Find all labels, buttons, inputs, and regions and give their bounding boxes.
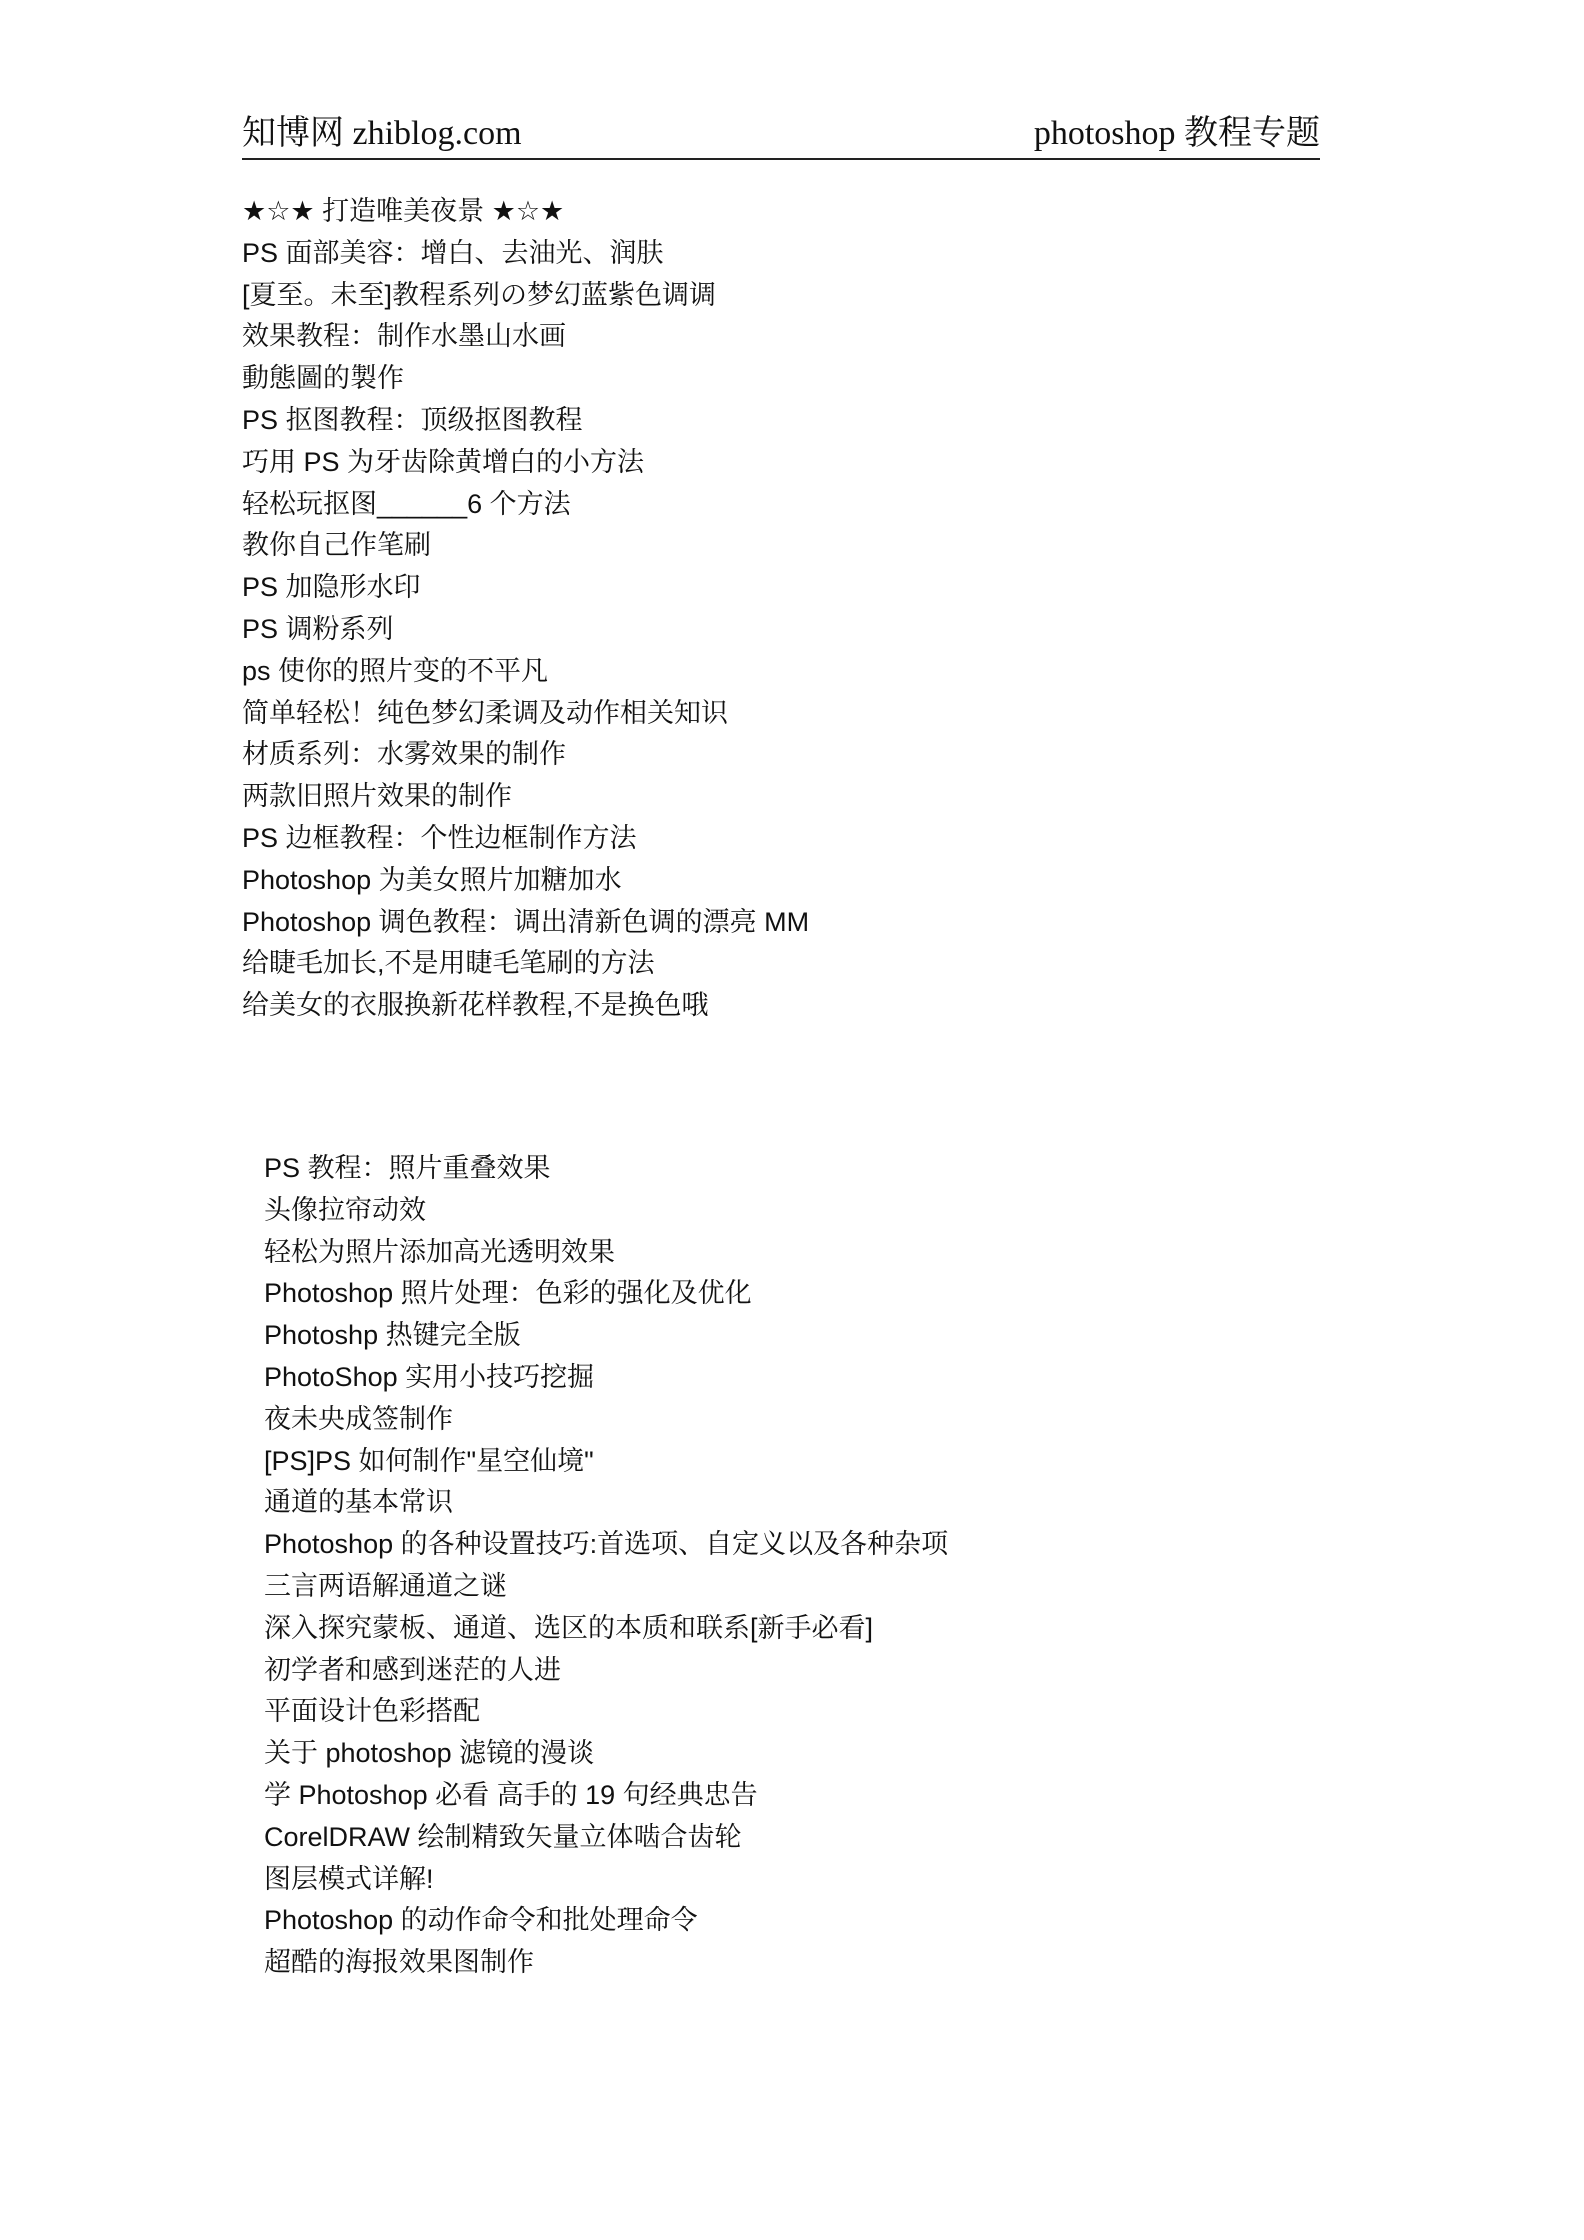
list-item: Photoshop 调色教程：调出清新色调的漂亮 MM	[242, 906, 810, 937]
list-item: Photoshp 热键完全版	[264, 1320, 521, 1351]
list-item: 给美女的衣服换新花样教程,不是换色哦	[242, 990, 709, 1021]
list-item: [PS]PS 如何制作"星空仙境"	[264, 1445, 594, 1476]
list-item: 图层模式详解!	[264, 1863, 434, 1894]
list-item: PS 加隐形水印	[242, 572, 421, 603]
site-title: 知博网 zhiblog.com	[242, 115, 522, 152]
list-item: Photoshop 为美女照片加糖加水	[242, 864, 622, 895]
page-header	[242, 112, 1320, 160]
list-item: 平面设计色彩搭配	[264, 1696, 480, 1727]
list-item: 動態圖的製作	[242, 363, 404, 394]
list-item: PS 抠图教程：顶级抠图教程	[242, 404, 583, 435]
list-item: ps 使你的照片变的不平凡	[242, 655, 549, 686]
list-item: 轻松为照片添加高光透明效果	[264, 1236, 615, 1267]
list-item: 关于 photoshop 滤镜的漫谈	[264, 1738, 595, 1769]
list-item: 材质系列：水雾效果的制作	[242, 739, 566, 770]
list-item: Photoshop 的各种设置技巧:首选项、自定义以及各种杂项	[264, 1529, 949, 1560]
list-item: 两款旧照片效果的制作	[242, 781, 512, 812]
list-item: 给睫毛加长,不是用睫毛笔刷的方法	[242, 948, 655, 979]
list-item: 三言两语解通道之谜	[264, 1570, 507, 1601]
tutorial-list-2	[264, 1148, 948, 1984]
list-item: PS 教程：照片重叠效果	[264, 1153, 551, 1183]
list-item: 超酷的海报效果图制作	[264, 1947, 534, 1978]
list-item: 轻松玩抠图______6 个方法	[242, 488, 571, 519]
list-item: 头像拉帘动效	[264, 1194, 426, 1225]
list-item: 深入探究蒙板、通道、选区的本质和联系[新手必看]	[264, 1612, 874, 1643]
list-item: 通道的基本常识	[264, 1487, 453, 1518]
list-item: 巧用 PS 为牙齿除黄增白的小方法	[242, 446, 645, 477]
list-item: ★☆★ 打造唯美夜景 ★☆★	[242, 196, 565, 226]
list-item: CorelDRAW 绘制精致矢量立体啮合齿轮	[264, 1821, 742, 1852]
tutorial-list-1	[242, 191, 809, 1027]
list-item: PS 面部美容：增白、去油光、润肤	[242, 237, 664, 268]
list-item: PhotoShop 实用小技巧挖掘	[264, 1361, 595, 1392]
list-item: PS 边框教程：个性边框制作方法	[242, 822, 637, 853]
list-item: PS 调粉系列	[242, 613, 394, 644]
list-item: 效果教程：制作水墨山水画	[242, 321, 566, 352]
topic-title: photoshop 教程专题	[1033, 115, 1320, 152]
list-item: [夏至。未至]教程系列の梦幻蓝紫色调调	[242, 279, 717, 310]
list-item: Photoshop 照片处理：色彩的强化及优化	[264, 1278, 752, 1309]
list-item: 学 Photoshop 必看 高手的 19 句经典忠告	[264, 1779, 758, 1810]
list-item: Photoshop 的动作命令和批处理命令	[264, 1905, 698, 1936]
list-item: 夜未央成签制作	[264, 1403, 453, 1434]
list-item: 简单轻松！纯色梦幻柔调及动作相关知识	[242, 697, 728, 728]
list-item: 初学者和感到迷茫的人进	[264, 1654, 561, 1685]
list-item: 教你自己作笔刷	[242, 530, 431, 561]
